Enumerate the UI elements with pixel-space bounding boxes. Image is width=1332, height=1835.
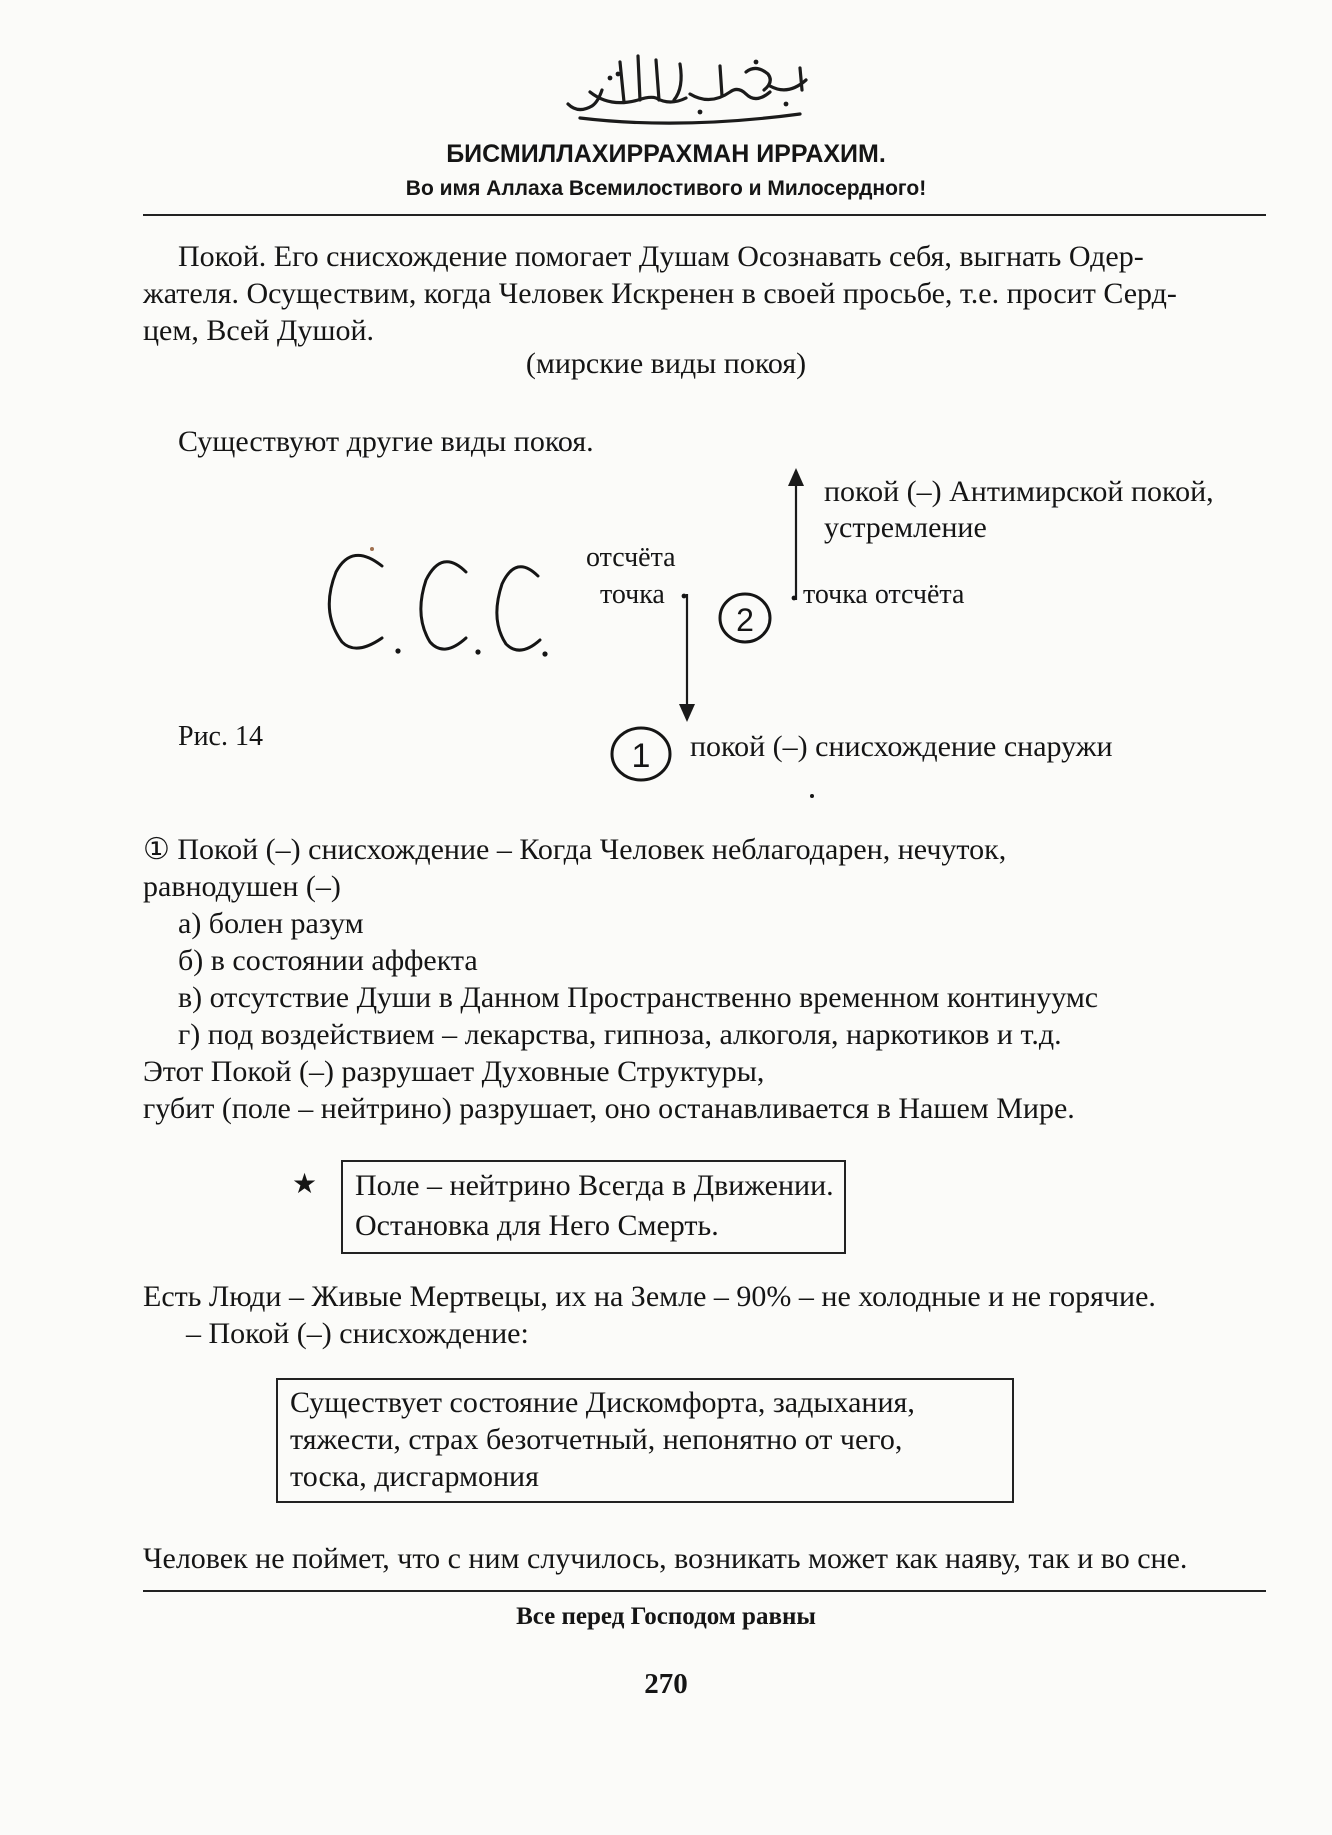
- down-arrow-head: [679, 704, 695, 722]
- left-label-line-1: отсчёта: [586, 542, 676, 573]
- neutrino-box-line-1: Поле – нейтрино Всегда в Движении.: [355, 1169, 834, 1202]
- discomfort-box-line-3: тоска, дисгармония: [290, 1460, 539, 1493]
- figure-lead: Существуют другие виды покоя.: [178, 425, 594, 458]
- section2-line-2: – Покой (–) снисхождение:: [186, 1317, 529, 1350]
- intro-line-1: Покой. Его снисхождение помогает Душам Осознавать себя, выгнать Одер-: [178, 240, 1144, 273]
- section1-item-c: в) отсутствие Души в Данном Пространственно временном континуумс: [178, 981, 1099, 1014]
- section1-item-d: г) под воздействием – лекарства, гипноза, алкоголя, наркотиков и т.д.: [178, 1018, 1062, 1051]
- section2-line-1: Есть Люди – Живые Мертвецы, их на Земле – 90% – не холодные и не горячие.: [143, 1280, 1156, 1313]
- header-subtitle: Во имя Аллаха Всемилостивого и Милосердного!: [405, 177, 927, 200]
- circle-2-number: 2: [736, 602, 754, 638]
- discomfort-box-line-1: Существует состояние Дискомфорта, задыхания,: [290, 1386, 915, 1419]
- up-arrow-head: [788, 468, 804, 486]
- top-label-line-2: устремление: [824, 511, 987, 544]
- section1-item-b: б) в состоянии аффекта: [178, 944, 478, 977]
- discomfort-box-line-2: тяжести, страх безотчетный, непонятно от чего,: [290, 1423, 903, 1456]
- header-title: БИСМИЛЛАХИРРАХМАН ИРРАХИМ.: [446, 140, 886, 168]
- right-label: точка отсчёта: [803, 579, 965, 610]
- page-number: 270: [644, 1668, 688, 1700]
- circle-1-number: 1: [631, 737, 651, 775]
- neutrino-box-line-2: Остановка для Него Смерть.: [355, 1209, 719, 1242]
- section1-lead-line-1: ① Покой (–) снисхождение – Когда Человек неблагодарен, нечуток,: [143, 833, 1007, 866]
- top-label-line-1: покой (–) Антимирской покой,: [824, 475, 1214, 508]
- bottom-label: покой (–) снисхождение снаружи: [690, 730, 1113, 763]
- figure-caption: Рис. 14: [178, 721, 263, 752]
- section1-after-line-2: губит (поле – нейтрино) разрушает, оно останавливается в Нашем Мире.: [143, 1092, 1075, 1125]
- section1-item-a: а) болен разум: [178, 907, 364, 940]
- intro-caption: (мирские виды покоя): [525, 347, 807, 380]
- section1-after-line-1: Этот Покой (–) разрушает Духовные Структуры,: [143, 1055, 765, 1088]
- neutrino-box: [341, 1160, 846, 1254]
- star-icon: ★: [292, 1169, 318, 1200]
- closing-line: Человек не поймет, что с ним случилось, возникать может как наяву, так и во сне.: [143, 1542, 1188, 1575]
- footer-motto: Все перед Господом равны: [516, 1603, 816, 1630]
- handwritten-ccc-mark: [329, 555, 540, 650]
- section1-lead-line-2: равнодушен (–): [143, 870, 341, 903]
- intro-line-2: жателя. Осуществим, когда Человек Искренен в своей просьбе, т.е. просит Серд-: [143, 277, 1177, 310]
- intro-line-3: цем, Всей Душой.: [143, 314, 375, 347]
- discomfort-box: [276, 1378, 1014, 1503]
- footer-divider: [143, 1590, 1266, 1592]
- left-label-line-2: точка: [600, 579, 665, 610]
